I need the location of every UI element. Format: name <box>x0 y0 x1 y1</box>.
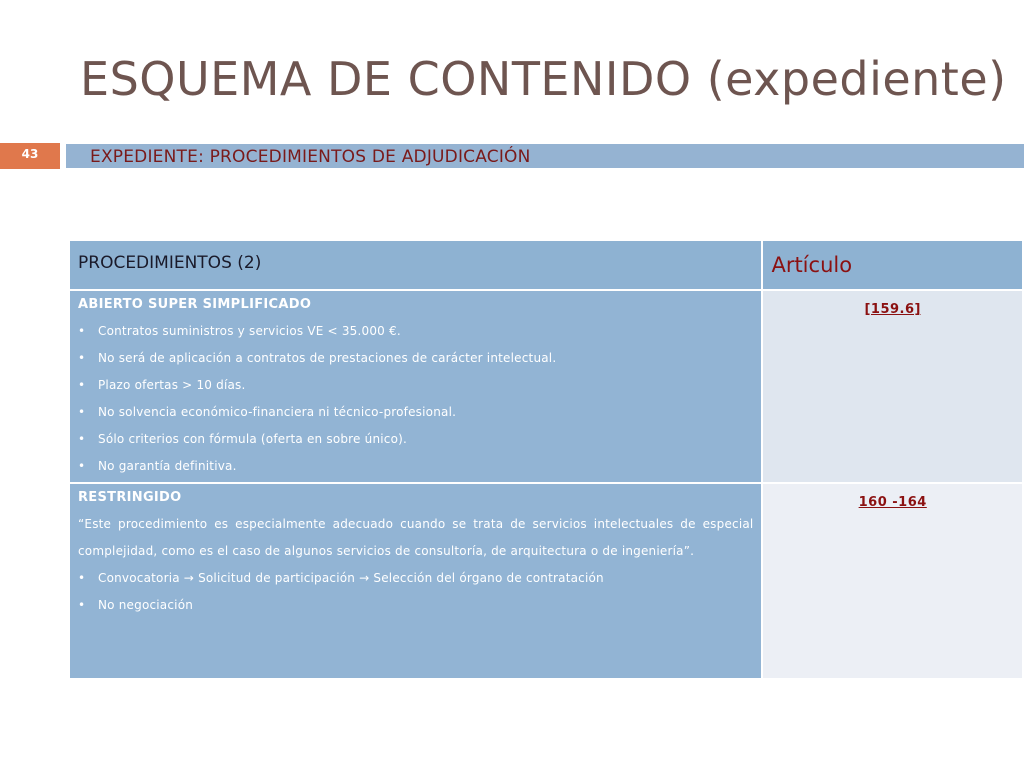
header-procedures: PROCEDIMIENTOS (2) <box>69 240 762 290</box>
list-item <box>78 345 753 372</box>
bullet-icon: • <box>78 571 86 585</box>
procedure-heading: RESTRINGIDO <box>78 490 182 505</box>
bullet-icon: • <box>78 324 86 338</box>
procedure-cell-restringido <box>69 483 762 679</box>
list-item <box>78 565 753 592</box>
list-item-text: No será de aplicación a contratos de prestaciones de carácter intelectual. <box>98 351 557 365</box>
list-item-text: Plazo ofertas > 10 días. <box>98 378 246 392</box>
table-header-row <box>69 240 1023 290</box>
procedure-quote: “Este procedimiento es especialmente adecuado cuando se trata de servicios intelectuales de especial complejidad, como es el caso de algunos servicios de consultoría, de arquitectura o de ingeniería”. <box>78 517 754 558</box>
procedure-heading: ABIERTO SUPER SIMPLIFICADO <box>78 297 312 312</box>
procedures-table <box>68 239 1024 680</box>
bullet-icon: • <box>78 598 86 612</box>
bullet-icon: • <box>78 378 86 392</box>
slide-title: ESQUEMA DE CONTENIDO (expediente) <box>80 52 1007 106</box>
subtitle-bar <box>66 144 1024 168</box>
list-item-text: No negociación <box>98 598 194 612</box>
bullet-icon: • <box>78 405 86 419</box>
article-reference: 160 -164 <box>858 495 927 510</box>
list-item <box>78 399 753 426</box>
header-article: Artículo <box>762 240 1023 290</box>
bullet-icon: • <box>78 432 86 446</box>
list-item-text: No garantía definitiva. <box>98 459 237 473</box>
list-item-text: No solvencia económico-financiera ni técnico-profesional. <box>98 405 457 419</box>
list-item <box>78 318 753 345</box>
table-row <box>69 290 1023 483</box>
list-item <box>78 372 753 399</box>
table-row <box>69 483 1023 679</box>
bullet-list <box>78 318 753 480</box>
list-item-text: Convocatoria → Solicitud de participación → Selección del órgano de contratación <box>98 571 604 585</box>
list-item <box>78 426 753 453</box>
procedure-cell-abierto <box>69 290 762 483</box>
bullet-icon: • <box>78 351 86 365</box>
bullet-icon: • <box>78 459 86 473</box>
article-cell <box>762 483 1023 679</box>
bullet-list <box>78 565 753 619</box>
slide-number-badge: 43 <box>0 143 60 169</box>
list-item-text: Sólo criterios con fórmula (oferta en sobre único). <box>98 432 408 446</box>
article-cell <box>762 290 1023 483</box>
subtitle: EXPEDIENTE: PROCEDIMIENTOS DE ADJUDICACIÓN <box>90 147 531 167</box>
list-item <box>78 453 753 480</box>
list-item <box>78 592 753 619</box>
article-reference: [159.6] <box>864 302 921 317</box>
list-item-text: Contratos suministros y servicios VE < 35.000 €. <box>98 324 401 338</box>
